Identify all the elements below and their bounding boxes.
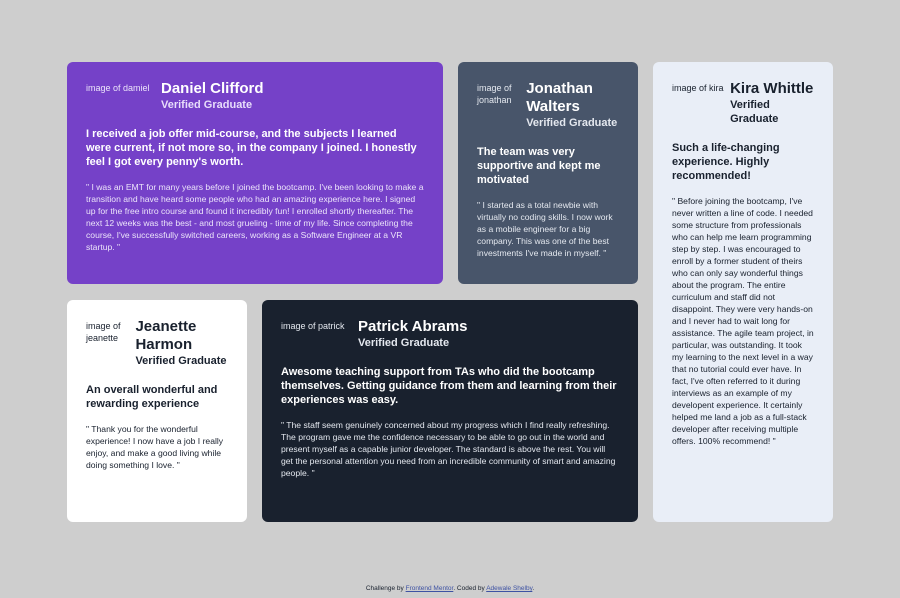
avatar: image of kira xyxy=(672,83,724,93)
testimonial-name: Kira Whittle xyxy=(730,80,814,97)
testimonial-headline: An overall wonderful and rewarding experience xyxy=(86,384,218,410)
testimonial-role: Verified Graduate xyxy=(526,117,618,129)
avatar: image of patrick xyxy=(281,321,345,331)
card-header xyxy=(86,80,424,112)
attribution xyxy=(0,585,900,592)
avatar: image of damiel xyxy=(86,83,150,93)
card-header xyxy=(281,318,619,350)
testimonial-name: Jonathan Walters xyxy=(526,80,593,115)
testimonial-name: Jeanette Harmon xyxy=(135,318,197,353)
frontend-mentor-link[interactable]: Frontend Mentor xyxy=(405,585,454,592)
testimonial-card-jonathan xyxy=(458,62,638,284)
testimonial-card-daniel xyxy=(67,62,443,284)
testimonial-card-jeanette xyxy=(67,300,247,522)
card-header xyxy=(672,80,814,126)
avatar: image of jeanette xyxy=(86,321,121,343)
attribution-suffix: . xyxy=(532,585,535,592)
testimonial-quote: " I was an EMT for many years before I joined the bootcamp. I've been looking to make a transition and have heard some people who had an amazing experience here. I signed up for the free intro course and found it incredibly fun! I enrolled shortly thereafter. The next 12 weeks was the best - and most grueling - time of my life. Since completing the course, I've successfully switched careers, working as a Software Engineer at a VR startup. " xyxy=(86,182,424,252)
card-header xyxy=(477,80,619,130)
attribution-prefix: Challenge by xyxy=(365,585,404,592)
testimonial-name: Patrick Abrams xyxy=(358,318,468,335)
testimonial-role: Verified Graduate xyxy=(730,99,779,125)
avatar: image of jonathan xyxy=(477,83,512,105)
testimonial-role: Verified Graduate xyxy=(161,99,253,111)
testimonial-headline: Such a life-changing experience. Highly recommended! xyxy=(672,142,780,182)
testimonial-quote: " Thank you for the wonderful experience! I now have a job I really enjoy, and make a good living while doing something I love. " xyxy=(86,424,224,470)
testimonial-card-kira xyxy=(653,62,833,522)
testimonial-headline: I received a job offer mid-course, and the subjects I learned were current, if not more so, in the company I joined. I honestly feel I got every penny's worth. xyxy=(86,128,417,168)
testimonial-role: Verified Graduate xyxy=(135,355,227,367)
testimonial-quote: " Before joining the bootcamp, I've never written a line of code. I needed some structure from professionals who can help me learn programming step by step. I was encouraged to enroll by a former student of theirs who can only say wonderful things about the program. The entire curriculum and staff did not disappoint. They were very hands-on and I never had to wait long for assistance. The agile team project, in particular, was outstanding. It took my learning to the next level in a way that no tutorial could ever have. In fact, I've often referred to it during interviews as an example of my developent experience. It certainly helped me land a job as a full-stack developer after receiving multiple offers. 100% recommend! " xyxy=(672,196,814,446)
attribution-middle: . Coded by xyxy=(453,585,485,592)
testimonial-headline: The team was very supportive and kept me motivated xyxy=(477,146,601,186)
testimonial-name: Daniel Clifford xyxy=(161,80,264,97)
testimonial-card-patrick xyxy=(262,300,638,522)
testimonial-role: Verified Graduate xyxy=(358,337,450,349)
author-link[interactable]: Adewale Shelby xyxy=(486,585,533,592)
testimonial-headline: Awesome teaching support from TAs who did the bootcamp themselves. Getting guidance from them and learning from their experiences was easy. xyxy=(281,366,617,406)
testimonial-quote: " The staff seem genuinely concerned about my progress which I find really refreshing. The program gave me the confidence necessary to be able to go out in the world and present myself as a capable junior developer. The standard is above the rest. You will get the personal attention you need from an incredible community of smart and amazing people. " xyxy=(281,420,616,478)
card-header xyxy=(86,318,228,368)
testimonial-quote: " I started as a total newbie with virtually no coding skills. I now work as a mobile engineer for a big company. This was one of the best investments I've made in myself. " xyxy=(477,200,613,258)
